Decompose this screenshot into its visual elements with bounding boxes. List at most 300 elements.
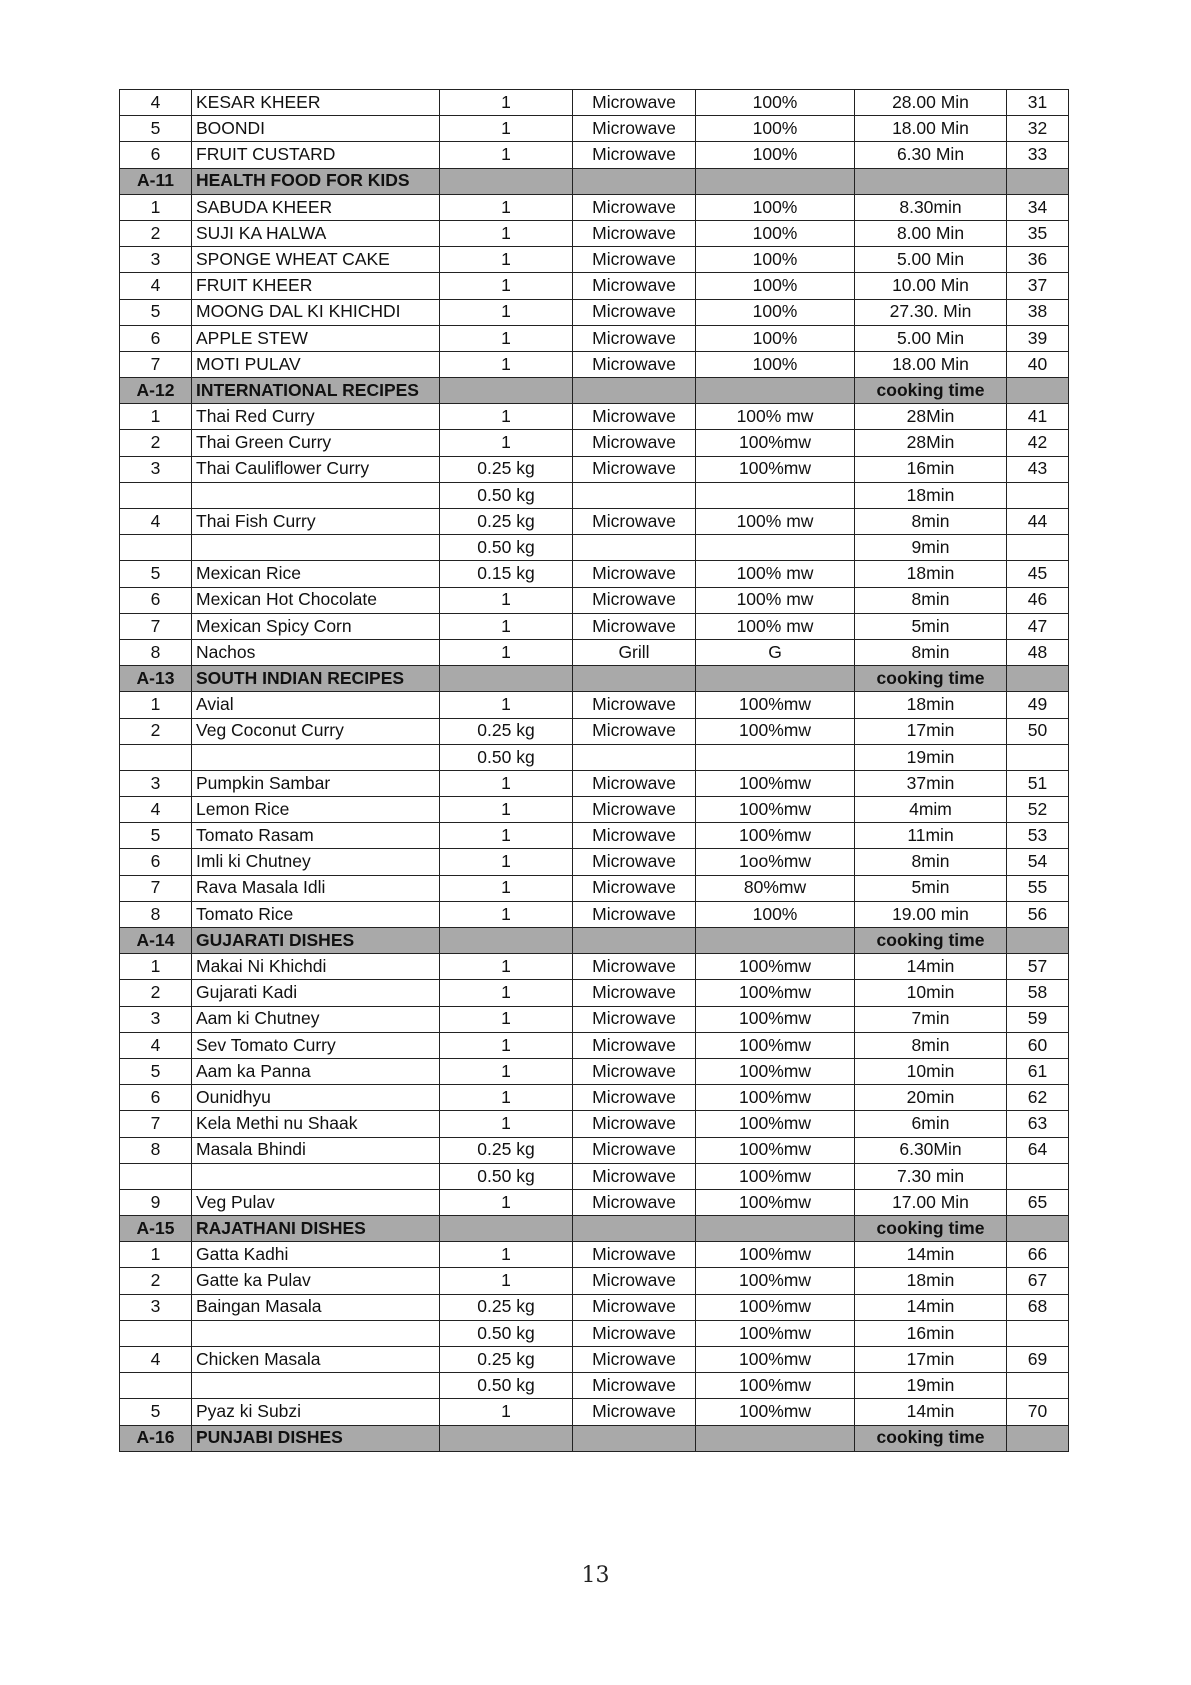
table-row xyxy=(120,1006,1069,1032)
table-row xyxy=(120,1163,1069,1189)
cell-number: 5 xyxy=(120,299,192,325)
cell-page-ref: 59 xyxy=(1007,1006,1069,1032)
cell-quantity: 1 xyxy=(440,1006,573,1032)
cell-mode: Microwave xyxy=(573,1320,696,1346)
cell-recipe-name: KESAR KHEER xyxy=(192,90,440,116)
cell-page-ref xyxy=(1007,168,1069,194)
cell-page-ref: 52 xyxy=(1007,797,1069,823)
cell-page-ref: 44 xyxy=(1007,509,1069,535)
cell-power: 100%mw xyxy=(696,823,855,849)
cell-cooking-time: 27.30. Min xyxy=(855,299,1007,325)
table-row xyxy=(120,1294,1069,1320)
cell-cooking-time: 19min xyxy=(855,1373,1007,1399)
cell-quantity: 1 xyxy=(440,194,573,220)
cell-number: 2 xyxy=(120,718,192,744)
cell-number: 7 xyxy=(120,875,192,901)
cell-number: 6 xyxy=(120,142,192,168)
cell-number: 5 xyxy=(120,1399,192,1425)
cell-recipe-name: Thai Green Curry xyxy=(192,430,440,456)
cell-recipe-name: Nachos xyxy=(192,639,440,665)
cell-recipe-name: SUJI KA HALWA xyxy=(192,220,440,246)
cell-quantity: 1 xyxy=(440,1085,573,1111)
cell-recipe-name: FRUIT CUSTARD xyxy=(192,142,440,168)
table-row xyxy=(120,116,1069,142)
cell-quantity: 0.25 kg xyxy=(440,718,573,744)
cell-mode: Microwave xyxy=(573,325,696,351)
cell-quantity xyxy=(440,168,573,194)
cell-cooking-time: 5.00 Min xyxy=(855,247,1007,273)
cell-page-ref: 69 xyxy=(1007,1347,1069,1373)
cell-mode: Microwave xyxy=(573,1189,696,1215)
cell-mode: Microwave xyxy=(573,1242,696,1268)
table-row xyxy=(120,1111,1069,1137)
table-row xyxy=(120,561,1069,587)
cell-cooking-time: 4mim xyxy=(855,797,1007,823)
cell-number: 7 xyxy=(120,351,192,377)
cell-page-ref: 54 xyxy=(1007,849,1069,875)
cell-quantity: 1 xyxy=(440,639,573,665)
cell-recipe-name: FRUIT KHEER xyxy=(192,273,440,299)
cell-number: 8 xyxy=(120,1137,192,1163)
cell-power: 100% mw xyxy=(696,561,855,587)
section-header-row xyxy=(120,1425,1069,1451)
cell-mode: Microwave xyxy=(573,509,696,535)
cell-recipe-name: APPLE STEW xyxy=(192,325,440,351)
cell-number: 4 xyxy=(120,1032,192,1058)
cell-mode: Microwave xyxy=(573,954,696,980)
section-header-row xyxy=(120,1216,1069,1242)
cell-recipe-name: Tomato Rice xyxy=(192,901,440,927)
cell-number: 3 xyxy=(120,456,192,482)
cell-mode xyxy=(573,482,696,508)
cell-number: 3 xyxy=(120,1294,192,1320)
cell-number: 9 xyxy=(120,1189,192,1215)
cell-quantity: 0.50 kg xyxy=(440,535,573,561)
cell-page-ref: 37 xyxy=(1007,273,1069,299)
cell-number: 2 xyxy=(120,430,192,456)
cell-power: 100% xyxy=(696,325,855,351)
cell-recipe-name xyxy=(192,1373,440,1399)
cell-quantity: 1 xyxy=(440,875,573,901)
cell-cooking-time: 14min xyxy=(855,1242,1007,1268)
cell-number: 3 xyxy=(120,247,192,273)
cell-power xyxy=(696,378,855,404)
cell-mode: Microwave xyxy=(573,194,696,220)
cell-page-ref xyxy=(1007,535,1069,561)
cell-recipe-name: Pumpkin Sambar xyxy=(192,770,440,796)
cell-cooking-time: 8min xyxy=(855,509,1007,535)
cell-quantity: 0.50 kg xyxy=(440,1320,573,1346)
cell-number: 3 xyxy=(120,1006,192,1032)
cell-page-ref: 56 xyxy=(1007,901,1069,927)
cell-number: 1 xyxy=(120,404,192,430)
recipe-table-body xyxy=(120,90,1069,1452)
cell-cooking-time: 9min xyxy=(855,535,1007,561)
cell-recipe-name: Aam ki Chutney xyxy=(192,1006,440,1032)
cell-number xyxy=(120,1373,192,1399)
cell-number: 2 xyxy=(120,980,192,1006)
cell-power xyxy=(696,168,855,194)
cell-number: A-14 xyxy=(120,928,192,954)
cell-power: 100%mw xyxy=(696,1032,855,1058)
cell-recipe-name: Gatta Kadhi xyxy=(192,1242,440,1268)
cell-mode xyxy=(573,1425,696,1451)
cell-recipe-name: Kela Methi nu Shaak xyxy=(192,1111,440,1137)
cell-power: 100%mw xyxy=(696,1320,855,1346)
table-row xyxy=(120,613,1069,639)
cell-recipe-name: Mexican Spicy Corn xyxy=(192,613,440,639)
cell-mode: Microwave xyxy=(573,1347,696,1373)
cell-quantity: 1 xyxy=(440,954,573,980)
cell-cooking-time: 14min xyxy=(855,1399,1007,1425)
cell-mode: Microwave xyxy=(573,247,696,273)
cell-power: 100%mw xyxy=(696,1006,855,1032)
cell-quantity: 0.50 kg xyxy=(440,482,573,508)
cell-mode: Grill xyxy=(573,639,696,665)
cell-recipe-name: MOONG DAL KI KHICHDI xyxy=(192,299,440,325)
table-row xyxy=(120,482,1069,508)
cell-number: 4 xyxy=(120,90,192,116)
cell-power xyxy=(696,535,855,561)
cell-cooking-time: cooking time xyxy=(855,928,1007,954)
cell-power: 100%mw xyxy=(696,1163,855,1189)
cell-power: 80%mw xyxy=(696,875,855,901)
cell-page-ref: 65 xyxy=(1007,1189,1069,1215)
cell-page-ref xyxy=(1007,482,1069,508)
cell-recipe-name: Veg Pulav xyxy=(192,1189,440,1215)
cell-page-ref xyxy=(1007,1163,1069,1189)
cell-quantity: 1 xyxy=(440,823,573,849)
cell-quantity xyxy=(440,666,573,692)
cell-mode: Microwave xyxy=(573,613,696,639)
cell-quantity xyxy=(440,1216,573,1242)
cell-mode: Microwave xyxy=(573,980,696,1006)
cell-power: 100% mw xyxy=(696,587,855,613)
cell-page-ref: 46 xyxy=(1007,587,1069,613)
cell-quantity: 1 xyxy=(440,299,573,325)
cell-mode: Microwave xyxy=(573,351,696,377)
cell-page-ref: 53 xyxy=(1007,823,1069,849)
table-row xyxy=(120,692,1069,718)
cell-cooking-time: 28Min xyxy=(855,430,1007,456)
cell-page-ref: 70 xyxy=(1007,1399,1069,1425)
cell-quantity: 0.25 kg xyxy=(440,1347,573,1373)
cell-recipe-name: GUJARATI DISHES xyxy=(192,928,440,954)
cell-power: 100%mw xyxy=(696,1085,855,1111)
cell-number: 1 xyxy=(120,954,192,980)
cell-mode xyxy=(573,1216,696,1242)
table-row xyxy=(120,404,1069,430)
cell-cooking-time: 18min xyxy=(855,1268,1007,1294)
recipe-table xyxy=(119,89,1069,1452)
cell-recipe-name: Tomato Rasam xyxy=(192,823,440,849)
cell-power xyxy=(696,1216,855,1242)
cell-cooking-time: 18min xyxy=(855,561,1007,587)
cell-mode: Microwave xyxy=(573,1006,696,1032)
cell-recipe-name: Mexican Rice xyxy=(192,561,440,587)
cell-cooking-time: cooking time xyxy=(855,666,1007,692)
cell-cooking-time: 20min xyxy=(855,1085,1007,1111)
cell-mode xyxy=(573,168,696,194)
table-row xyxy=(120,1320,1069,1346)
cell-quantity: 1 xyxy=(440,273,573,299)
cell-recipe-name: Gatte ka Pulav xyxy=(192,1268,440,1294)
cell-cooking-time: 10min xyxy=(855,1058,1007,1084)
cell-recipe-name: Sev Tomato Curry xyxy=(192,1032,440,1058)
cell-quantity: 1 xyxy=(440,1399,573,1425)
cell-cooking-time xyxy=(855,168,1007,194)
cell-recipe-name xyxy=(192,744,440,770)
cell-mode: Microwave xyxy=(573,273,696,299)
table-row xyxy=(120,273,1069,299)
cell-number: 2 xyxy=(120,1268,192,1294)
cell-number: 5 xyxy=(120,561,192,587)
cell-power: 100%mw xyxy=(696,770,855,796)
cell-mode: Microwave xyxy=(573,1058,696,1084)
cell-page-ref: 61 xyxy=(1007,1058,1069,1084)
cell-power xyxy=(696,666,855,692)
cell-mode: Microwave xyxy=(573,1111,696,1137)
cell-page-ref xyxy=(1007,1425,1069,1451)
cell-number xyxy=(120,1320,192,1346)
cell-mode: Microwave xyxy=(573,1137,696,1163)
cell-cooking-time: 8min xyxy=(855,849,1007,875)
section-header-row xyxy=(120,168,1069,194)
cell-cooking-time: 6.30Min xyxy=(855,1137,1007,1163)
cell-number: 8 xyxy=(120,639,192,665)
cell-mode xyxy=(573,535,696,561)
cell-recipe-name: SABUDA KHEER xyxy=(192,194,440,220)
cell-cooking-time: 37min xyxy=(855,770,1007,796)
table-row xyxy=(120,1347,1069,1373)
cell-quantity: 1 xyxy=(440,980,573,1006)
cell-mode: Microwave xyxy=(573,142,696,168)
table-row xyxy=(120,823,1069,849)
cell-power: 100% mw xyxy=(696,404,855,430)
table-row xyxy=(120,1373,1069,1399)
cell-power: 1oo%mw xyxy=(696,849,855,875)
cell-page-ref: 39 xyxy=(1007,325,1069,351)
cell-number: A-11 xyxy=(120,168,192,194)
cell-mode: Microwave xyxy=(573,1399,696,1425)
cell-power: 100% xyxy=(696,220,855,246)
cell-quantity: 1 xyxy=(440,220,573,246)
cell-mode: Microwave xyxy=(573,901,696,927)
cell-recipe-name: INTERNATIONAL RECIPES xyxy=(192,378,440,404)
cell-power: G xyxy=(696,639,855,665)
cell-number xyxy=(120,744,192,770)
cell-recipe-name: Lemon Rice xyxy=(192,797,440,823)
cell-page-ref: 43 xyxy=(1007,456,1069,482)
cell-quantity: 0.25 kg xyxy=(440,1137,573,1163)
cell-mode: Microwave xyxy=(573,456,696,482)
cell-power: 100%mw xyxy=(696,797,855,823)
cell-recipe-name: Baingan Masala xyxy=(192,1294,440,1320)
cell-page-ref: 32 xyxy=(1007,116,1069,142)
cell-quantity: 0.50 kg xyxy=(440,1373,573,1399)
table-row xyxy=(120,901,1069,927)
cell-page-ref: 34 xyxy=(1007,194,1069,220)
cell-power: 100%mw xyxy=(696,980,855,1006)
table-row xyxy=(120,587,1069,613)
cell-mode xyxy=(573,744,696,770)
cell-cooking-time: 18min xyxy=(855,482,1007,508)
cell-page-ref: 66 xyxy=(1007,1242,1069,1268)
cell-page-ref xyxy=(1007,1320,1069,1346)
cell-page-ref: 40 xyxy=(1007,351,1069,377)
cell-number: 6 xyxy=(120,849,192,875)
cell-power: 100% xyxy=(696,299,855,325)
cell-power: 100%mw xyxy=(696,692,855,718)
cell-page-ref xyxy=(1007,666,1069,692)
cell-quantity xyxy=(440,378,573,404)
cell-page-ref: 48 xyxy=(1007,639,1069,665)
cell-mode: Microwave xyxy=(573,797,696,823)
table-row xyxy=(120,456,1069,482)
cell-number: 4 xyxy=(120,1347,192,1373)
cell-quantity: 1 xyxy=(440,613,573,639)
cell-page-ref xyxy=(1007,1216,1069,1242)
cell-cooking-time: 14min xyxy=(855,954,1007,980)
table-row xyxy=(120,639,1069,665)
cell-recipe-name: SPONGE WHEAT CAKE xyxy=(192,247,440,273)
cell-power: 100%mw xyxy=(696,1399,855,1425)
table-row xyxy=(120,1242,1069,1268)
cell-power: 100% xyxy=(696,273,855,299)
cell-number xyxy=(120,1163,192,1189)
cell-quantity: 1 xyxy=(440,1111,573,1137)
cell-quantity: 1 xyxy=(440,1032,573,1058)
cell-quantity: 1 xyxy=(440,1242,573,1268)
cell-recipe-name: Gujarati Kadi xyxy=(192,980,440,1006)
table-row xyxy=(120,849,1069,875)
cell-quantity xyxy=(440,1425,573,1451)
cell-quantity: 0.25 kg xyxy=(440,1294,573,1320)
table-row xyxy=(120,535,1069,561)
cell-cooking-time: 18.00 Min xyxy=(855,351,1007,377)
cell-recipe-name: Chicken Masala xyxy=(192,1347,440,1373)
cell-quantity: 1 xyxy=(440,849,573,875)
cell-mode: Microwave xyxy=(573,1085,696,1111)
table-row xyxy=(120,1085,1069,1111)
cell-recipe-name xyxy=(192,1320,440,1346)
cell-cooking-time: 7.30 min xyxy=(855,1163,1007,1189)
table-row xyxy=(120,875,1069,901)
cell-cooking-time: 28Min xyxy=(855,404,1007,430)
cell-recipe-name: Imli ki Chutney xyxy=(192,849,440,875)
cell-quantity: 1 xyxy=(440,90,573,116)
cell-quantity: 1 xyxy=(440,325,573,351)
cell-cooking-time: 6.30 Min xyxy=(855,142,1007,168)
cell-recipe-name: Rava Masala Idli xyxy=(192,875,440,901)
cell-mode xyxy=(573,378,696,404)
cell-cooking-time: 8.00 Min xyxy=(855,220,1007,246)
cell-number: 5 xyxy=(120,823,192,849)
cell-cooking-time: 17.00 Min xyxy=(855,1189,1007,1215)
cell-power: 100% mw xyxy=(696,613,855,639)
cell-power: 100%mw xyxy=(696,1373,855,1399)
cell-quantity: 1 xyxy=(440,692,573,718)
cell-mode xyxy=(573,666,696,692)
cell-cooking-time: 5min xyxy=(855,613,1007,639)
cell-page-ref: 47 xyxy=(1007,613,1069,639)
section-header-row xyxy=(120,378,1069,404)
cell-number: 6 xyxy=(120,1085,192,1111)
cell-cooking-time: 10min xyxy=(855,980,1007,1006)
cell-mode xyxy=(573,928,696,954)
cell-power: 100%mw xyxy=(696,1137,855,1163)
cell-power: 100%mw xyxy=(696,1294,855,1320)
table-row xyxy=(120,1058,1069,1084)
cell-cooking-time: 6min xyxy=(855,1111,1007,1137)
cell-number: 5 xyxy=(120,116,192,142)
cell-mode: Microwave xyxy=(573,770,696,796)
cell-number: 6 xyxy=(120,325,192,351)
cell-page-ref: 33 xyxy=(1007,142,1069,168)
cell-recipe-name: Thai Cauliflower Curry xyxy=(192,456,440,482)
cell-quantity: 1 xyxy=(440,587,573,613)
cell-page-ref: 57 xyxy=(1007,954,1069,980)
cell-number: 7 xyxy=(120,613,192,639)
cell-quantity: 1 xyxy=(440,430,573,456)
cell-recipe-name: Aam ka Panna xyxy=(192,1058,440,1084)
cell-power xyxy=(696,482,855,508)
cell-quantity: 1 xyxy=(440,901,573,927)
cell-page-ref: 41 xyxy=(1007,404,1069,430)
cell-cooking-time: 16min xyxy=(855,1320,1007,1346)
cell-mode: Microwave xyxy=(573,692,696,718)
cell-mode: Microwave xyxy=(573,849,696,875)
cell-cooking-time: 5min xyxy=(855,875,1007,901)
cell-quantity: 0.50 kg xyxy=(440,1163,573,1189)
table-row xyxy=(120,1137,1069,1163)
cell-page-ref xyxy=(1007,378,1069,404)
cell-quantity: 1 xyxy=(440,797,573,823)
cell-number: 5 xyxy=(120,1058,192,1084)
cell-quantity: 1 xyxy=(440,1268,573,1294)
cell-page-ref: 35 xyxy=(1007,220,1069,246)
cell-recipe-name: BOONDI xyxy=(192,116,440,142)
cell-recipe-name: Ounidhyu xyxy=(192,1085,440,1111)
cell-quantity: 1 xyxy=(440,247,573,273)
cell-cooking-time: 18.00 Min xyxy=(855,116,1007,142)
cell-recipe-name: Masala Bhindi xyxy=(192,1137,440,1163)
table-row xyxy=(120,220,1069,246)
cell-cooking-time: 8min xyxy=(855,639,1007,665)
cell-mode: Microwave xyxy=(573,561,696,587)
cell-page-ref: 45 xyxy=(1007,561,1069,587)
table-row xyxy=(120,770,1069,796)
page-number: 13 xyxy=(581,1563,610,1588)
table-row xyxy=(120,1189,1069,1215)
cell-cooking-time: cooking time xyxy=(855,1216,1007,1242)
section-header-row xyxy=(120,666,1069,692)
cell-power: 100% xyxy=(696,901,855,927)
table-row xyxy=(120,980,1069,1006)
cell-mode: Microwave xyxy=(573,90,696,116)
cell-mode: Microwave xyxy=(573,299,696,325)
cell-power: 100%mw xyxy=(696,954,855,980)
cell-page-ref: 62 xyxy=(1007,1085,1069,1111)
cell-quantity: 1 xyxy=(440,142,573,168)
cell-cooking-time: 28.00 Min xyxy=(855,90,1007,116)
cell-number: 1 xyxy=(120,1242,192,1268)
cell-recipe-name xyxy=(192,535,440,561)
table-row xyxy=(120,90,1069,116)
table-row xyxy=(120,142,1069,168)
cell-mode: Microwave xyxy=(573,220,696,246)
cell-cooking-time: 17min xyxy=(855,718,1007,744)
